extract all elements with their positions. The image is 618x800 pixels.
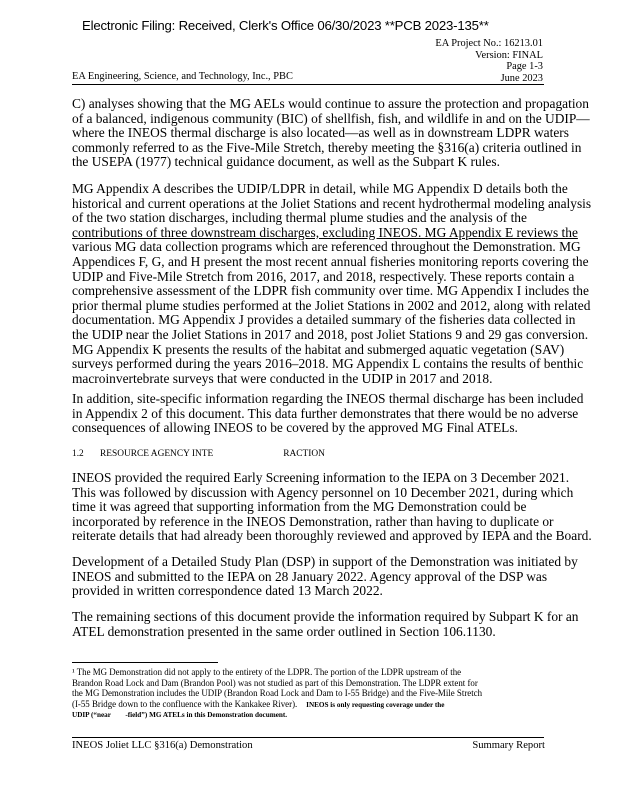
paragraph-remaining-sections bbox=[72, 609, 579, 639]
footnote-line: the MG Demonstration includes the UDIP (Brandon Road Lock and Dam to I-55 Bridge) and the Five-Mile Stretch bbox=[72, 688, 483, 699]
text-line: The remaining sections of this document provide the information required by Subpart K for an bbox=[72, 609, 579, 624]
paragraph-early-screening bbox=[72, 470, 592, 544]
text-line: INEOS provided the required Early Screening information to the IEPA on 3 December 2021. bbox=[72, 470, 570, 485]
text-line: various MG data collection programs which are referenced throughout the Demonstration. MG bbox=[72, 239, 581, 255]
paragraph-site-specific bbox=[72, 391, 584, 436]
page-number: Page 1-3 bbox=[506, 61, 543, 73]
version: Version: FINAL bbox=[475, 49, 543, 61]
footnote bbox=[72, 667, 552, 721]
footer-document-title: INEOS Joliet LLC §316(a) Demonstration bbox=[72, 740, 253, 751]
text-line: historical and current operations at the Joliet Stations and recent hydrothermal modeling analysis bbox=[72, 195, 592, 211]
text-line: the UDIP near the Joliet Stations in 2017 and 2018, post Joliet Stations 9 and 29 gas conversion. bbox=[72, 326, 589, 342]
text-line: Development of a Detailed Study Plan (DSP) in support of the Demonstration was initiated by bbox=[72, 554, 578, 569]
footnote-line: (I-55 Bridge down to the confluence with the Kankakee River). INEOS is only requesting coverage under the bbox=[72, 698, 445, 709]
text-line: ATEL demonstration presented in the same order outlined in Section 106.1130. bbox=[72, 623, 496, 639]
footer-rule bbox=[72, 737, 544, 738]
section-title-part: RESOURCE AGENCY INTE bbox=[100, 449, 214, 459]
text-line: comprehensive assessment of the LDPR fish community over time. MG Appendix I includes the bbox=[72, 283, 589, 299]
section-number: 1.2 bbox=[72, 449, 84, 459]
text-line: contributions of three downstream discharges, excluding INEOS. MG Appendix E reviews the bbox=[72, 224, 578, 240]
text-line: provided in written correspondence dated 13 March 2022. bbox=[72, 583, 383, 599]
section-title-part: RACTION bbox=[283, 449, 325, 459]
document-date: June 2023 bbox=[500, 72, 543, 84]
project-number: EA Project No.: 16213.01 bbox=[435, 38, 543, 49]
text-line: UDIP and Five-Mile Stretch from 2016, 2017, and 2018, respectively. These reports contain a bbox=[72, 268, 575, 284]
text-line: In addition, site-specific information regarding the INEOS thermal discharge has been included bbox=[72, 391, 584, 406]
text-line: surveys performed during the years 2016–2018. MG Appendix L contains the results of benthic bbox=[72, 356, 584, 372]
text-line: MG Appendix K presents the results of the habitat and submerged aquatic vegetation (SAV) bbox=[72, 341, 565, 357]
text-line: C) analyses showing that the MG AELs would continue to assure the protection and propagation bbox=[72, 96, 589, 111]
footnote-line: UDIP (“near -field”) MG ATELs in this Demonstration document. bbox=[72, 711, 288, 720]
company-name: EA Engineering, Science, and Technology, Inc., PBC bbox=[72, 71, 293, 82]
document-header-info bbox=[435, 38, 543, 84]
text-line: time it was agreed that supporting information from the MG Demonstration could be bbox=[72, 499, 527, 515]
text-line: Appendices F, G, and H present the most recent annual fisheries monitoring reports covering the bbox=[72, 253, 589, 269]
section-heading bbox=[72, 449, 325, 459]
text-line: This was followed by discussion with Agency personnel on 10 December 2021, during which bbox=[72, 484, 574, 500]
footer-report-type: Summary Report bbox=[472, 740, 545, 751]
paragraph-protection-analysis bbox=[72, 96, 590, 170]
header-rule bbox=[72, 84, 544, 85]
text-line: consequences of allowing INEOS to be covered by the approved MG Final ATELs. bbox=[72, 420, 518, 436]
paragraph-detailed-study-plan bbox=[72, 554, 578, 599]
text-line: documentation. MG Appendix J provides a detailed summary of the fisheries data collected in bbox=[72, 312, 576, 328]
footnote-separator bbox=[72, 662, 218, 663]
text-line: INEOS and submitted to the IEPA on 28 January 2022. Agency approval of the DSP was bbox=[72, 568, 548, 584]
text-line: of a balanced, indigenous community (BIC) of shellfish, fish, and wildlife in and on the UDIP— bbox=[72, 110, 590, 126]
text-line: the USEPA (1977) technical guidance document, as well as the Subpart K rules. bbox=[72, 154, 500, 170]
text-line: macroinvertebrate surveys that were conducted in the UDIP in 2017 and 2018. bbox=[72, 370, 493, 386]
text-line: in Appendix 2 of this document. This data further demonstrates that there would be no adverse bbox=[72, 405, 579, 421]
text-line: MG Appendix A describes the UDIP/LDPR in detail, while MG Appendix D details both the bbox=[72, 181, 568, 196]
footnote-bold-text: INEOS is only requesting coverage under the bbox=[306, 700, 445, 709]
text-line: commonly referred to as the Five-Mile Stretch, thereby meeting the §316(a) criteria outlined in bbox=[72, 139, 582, 155]
text-line: reiterate details that had already been thoroughly reviewed and approved by IEPA and the Board. bbox=[72, 528, 592, 544]
footnote-line: ¹ The MG Demonstration did not apply to the entirety of the LDPR. The portion of the LDPR upstream of the bbox=[72, 667, 462, 677]
paragraph-mg-appendices bbox=[72, 181, 592, 386]
text-line: where the INEOS thermal discharge is also located—as well as in downstream LDPR waters bbox=[72, 125, 569, 141]
electronic-filing-stamp: Electronic Filing: Received, Clerk's Office 06/30/2023 **PCB 2023-135** bbox=[82, 18, 489, 33]
footnote-line: Brandon Road Lock and Dam (Brandon Pool) was not studied as part of this Demonstration. The LDPR extent for bbox=[72, 677, 478, 688]
text-line: of the two station discharges, including thermal plume studies and the analysis of the bbox=[72, 210, 527, 226]
text-line: incorporated by reference in the INEOS Demonstration, rather than having to duplicate or bbox=[72, 513, 554, 529]
text-line: prior thermal plume studies performed at the Joliet Stations in 2002 and 2012, along with related bbox=[72, 297, 591, 313]
